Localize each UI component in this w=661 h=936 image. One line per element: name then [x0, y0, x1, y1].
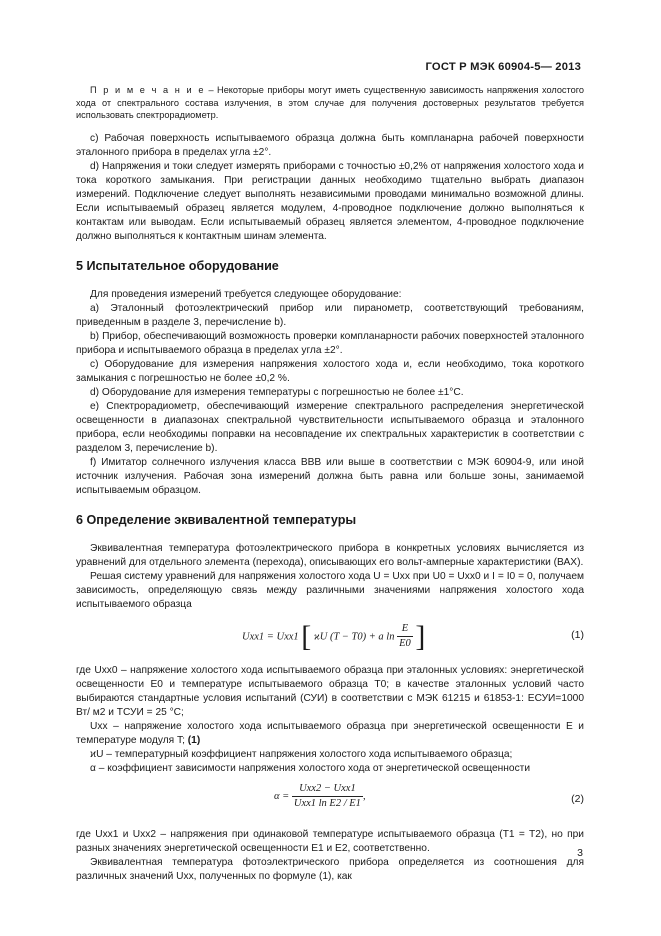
- paragraph-d: d) Напряжения и токи следует измерять приборами с точностью ±0,2% от напряжения холостого хода и тока короткого замыкания. При регистрации данных необходимо тщательно выбрать диапазон измерений. Подключение следует выполнять независимыми проводами минимально возможной длины. Если испытываемый образец является модулем, 4-проводное подключение должно выполняться к контактам или выводам. Если испытываемый образец является элементом, 4-проводное подключение должно выполняться к контактным шинам элемента.: [76, 160, 584, 242]
- page-number: 3: [577, 847, 583, 859]
- section-5-title: 5 Испытательное оборудование: [76, 258, 279, 273]
- section-5-item-b: b) Прибор, обеспечивающий возможность проверки компланарности рабочих поверхностей эталонного прибора и испытываемого образца в пределах угла ±2°.: [76, 330, 584, 356]
- section-6-paragraph-2: Решая систему уравнений для напряжения холостого хода U = Uxx при U0 = Uxx0 и I = I0 = 0, получаем зависимость, определяющую связь между различными значениями напряжения холостого хода испытываемого образца: [76, 570, 584, 610]
- formula-1-equals: =: [266, 630, 274, 642]
- paragraph-c: c) Рабочая поверхность испытываемого образца должна быть компланарна рабочей поверхности эталонного прибора в пределах угла ±2°.: [76, 132, 584, 158]
- section-5-item-a: a) Эталонный фотоэлектрический прибор или пиранометр, соответствующий требованиям, приведенным в разделе 3, перечисление b).: [76, 302, 584, 328]
- formula-1-number: (1): [571, 628, 584, 641]
- stray-marker: (1): [187, 734, 201, 746]
- formula-2-denominator: Uxx1 ln E2 / E1: [293, 797, 361, 809]
- where-uxx: [76, 720, 584, 748]
- note-text: – Некоторые приборы могут иметь существенную зависимость напряжения холостого хода от спектрального состава излучения, в этом случае для получения достоверных результатов требуется использовать спектрорадиометр.: [76, 85, 584, 120]
- note-label: П р и м е ч а н и е: [90, 85, 206, 95]
- section-6-paragraph-3: где Uxx1 и Uxx2 – напряжения при одинаковой температуре испытываемого образца (T1 = T2), но при разных значениях энергетической освещенности E1 и E2, соответственно.: [76, 828, 584, 854]
- formula-2-fraction: [292, 782, 363, 811]
- formula-1-right-bracket: ]: [415, 619, 426, 653]
- formula-1-left-bracket: [: [301, 619, 312, 653]
- section-5-item-f: f) Имитатор солнечного излучения класса ВВВ или выше в соответствии с МЭК 60904-9, или иной источник излучения. Рабочая зона измерений должна быть равна или больше зоны, занимаемой испытываемым образцом.: [76, 456, 584, 496]
- formula-1-u0: Uxx1: [276, 630, 299, 642]
- formula-2-number: (2): [571, 792, 584, 805]
- where-uxx-text: Uxx – напряжение холостого хода испытываемого образца при энергетической освещенности E и температуре модуля T;: [76, 720, 584, 746]
- formula-1-fraction: [397, 622, 413, 651]
- section-5-intro: Для проведения измерений требуется следующее оборудование:: [90, 288, 402, 300]
- formula-2-tail: ,: [362, 790, 366, 802]
- section-5-item-e: e) Спектрорадиометр, обеспечивающий измерение спектрального распределения энергетической освещенности в диапазонах спектральной чувствительности испытываемого образца и эталонного прибора, если необходимы поправки на несовпадение их спектральных характеристик в соответствии с разделом 3, перечисление b).: [76, 400, 584, 454]
- formula-1-kappa: ϰU: [313, 630, 328, 642]
- section-5-item-c: c) Оборудование для измерения напряжения холостого хода и, если необходимо, тока короткого замыкания с погрешностью не более ±0,2 %.: [76, 358, 584, 384]
- formula-2: [76, 780, 584, 824]
- formula-1-fraction-numerator: E: [397, 622, 413, 637]
- note-paragraph: [76, 84, 584, 122]
- formula-1: [76, 616, 584, 660]
- formula-2-lhs: α =: [274, 790, 290, 802]
- section-5-item-d: d) Оборудование для измерения температуры с погрешностью не более ±1°С.: [90, 386, 464, 398]
- where-uxx0: где Uxx0 – напряжение холостого хода испытываемого образца при эталонных условиях: энергетической освещенности E0 и температуре испытываемого образца T0; в качестве эталонных условий часто выбираются стандартные условия испытаний (СУИ) в соответствии с МЭК 61215 и 61853-1: EСУИ=1000 Вт/ м2 и TСУИ = 25 °С;: [76, 664, 584, 718]
- where-alpha: α – коэффициент зависимости напряжения холостого хода от энергетической освещенности: [90, 762, 531, 774]
- where-kappa: ϰU – температурный коэффициент напряжения холостого хода испытываемого образца;: [90, 748, 513, 760]
- page-body: [76, 84, 584, 884]
- formula-1-lhs: Uxx1: [242, 630, 265, 642]
- standard-header: ГОСТ Р МЭК 60904-5— 2013: [425, 61, 581, 73]
- section-6-paragraph-4: Эквивалентная температура фотоэлектрического прибора определяется из соотношения для различных значений Uxx, полученных по формуле (1), как: [76, 856, 584, 882]
- formula-1-fraction-denominator: E0: [399, 638, 411, 649]
- formula-2-numerator: Uxx2 − Uxx1: [292, 782, 363, 797]
- formula-1-term: (T − T0) + a ln: [330, 630, 395, 642]
- section-6-paragraph-1: Эквивалентная температура фотоэлектрического прибора в конкретных условиях вычисляется из уравнений для отдельного элемента (перехода), описывающих его вольт-амперные характеристики (ВАХ).: [76, 542, 584, 568]
- section-6-title: 6 Определение эквивалентной температуры: [76, 512, 357, 527]
